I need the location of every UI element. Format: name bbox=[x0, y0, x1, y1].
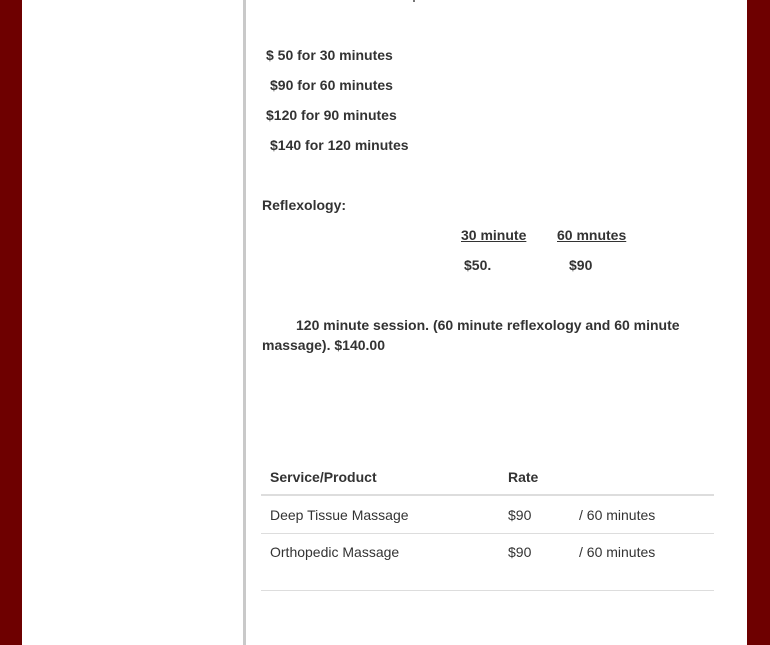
reflexology-session-note: 120 minute session. (60 minute reflexology and 60 minute massage). $140.00 bbox=[262, 317, 680, 353]
reflexology-col2-price: $90 bbox=[569, 257, 593, 273]
price-line-120: $140 for 120 minutes bbox=[270, 137, 409, 153]
reflexology-col2-header: 60 mnutes bbox=[557, 227, 627, 243]
reflexology-heading: Reflexology: bbox=[262, 197, 347, 213]
left-sidebar bbox=[22, 0, 243, 645]
price-line-90: $120 for 90 minutes bbox=[266, 107, 397, 123]
table-header-rule bbox=[261, 494, 714, 496]
row-price: $90 bbox=[508, 507, 532, 523]
table-header-service: Service/Product bbox=[270, 469, 377, 485]
table-bottom-rule bbox=[261, 590, 714, 591]
clipped-text-fragment bbox=[413, 0, 415, 2]
row-divider bbox=[261, 533, 714, 534]
row-duration: / 60 minutes bbox=[579, 544, 656, 560]
row-price: $90 bbox=[508, 544, 532, 560]
table-header-rate: Rate bbox=[508, 469, 539, 485]
reflexology-col1-header: 30 minute bbox=[461, 227, 527, 243]
row-duration: / 60 minutes bbox=[579, 507, 656, 523]
reflexology-col1-price: $50. bbox=[464, 257, 492, 273]
price-line-60: $90 for 60 minutes bbox=[270, 77, 393, 93]
row-service: Orthopedic Massage bbox=[270, 544, 400, 560]
right-border bbox=[747, 0, 770, 645]
row-service: Deep Tissue Massage bbox=[270, 507, 409, 523]
price-line-30: $ 50 for 30 minutes bbox=[266, 47, 393, 63]
